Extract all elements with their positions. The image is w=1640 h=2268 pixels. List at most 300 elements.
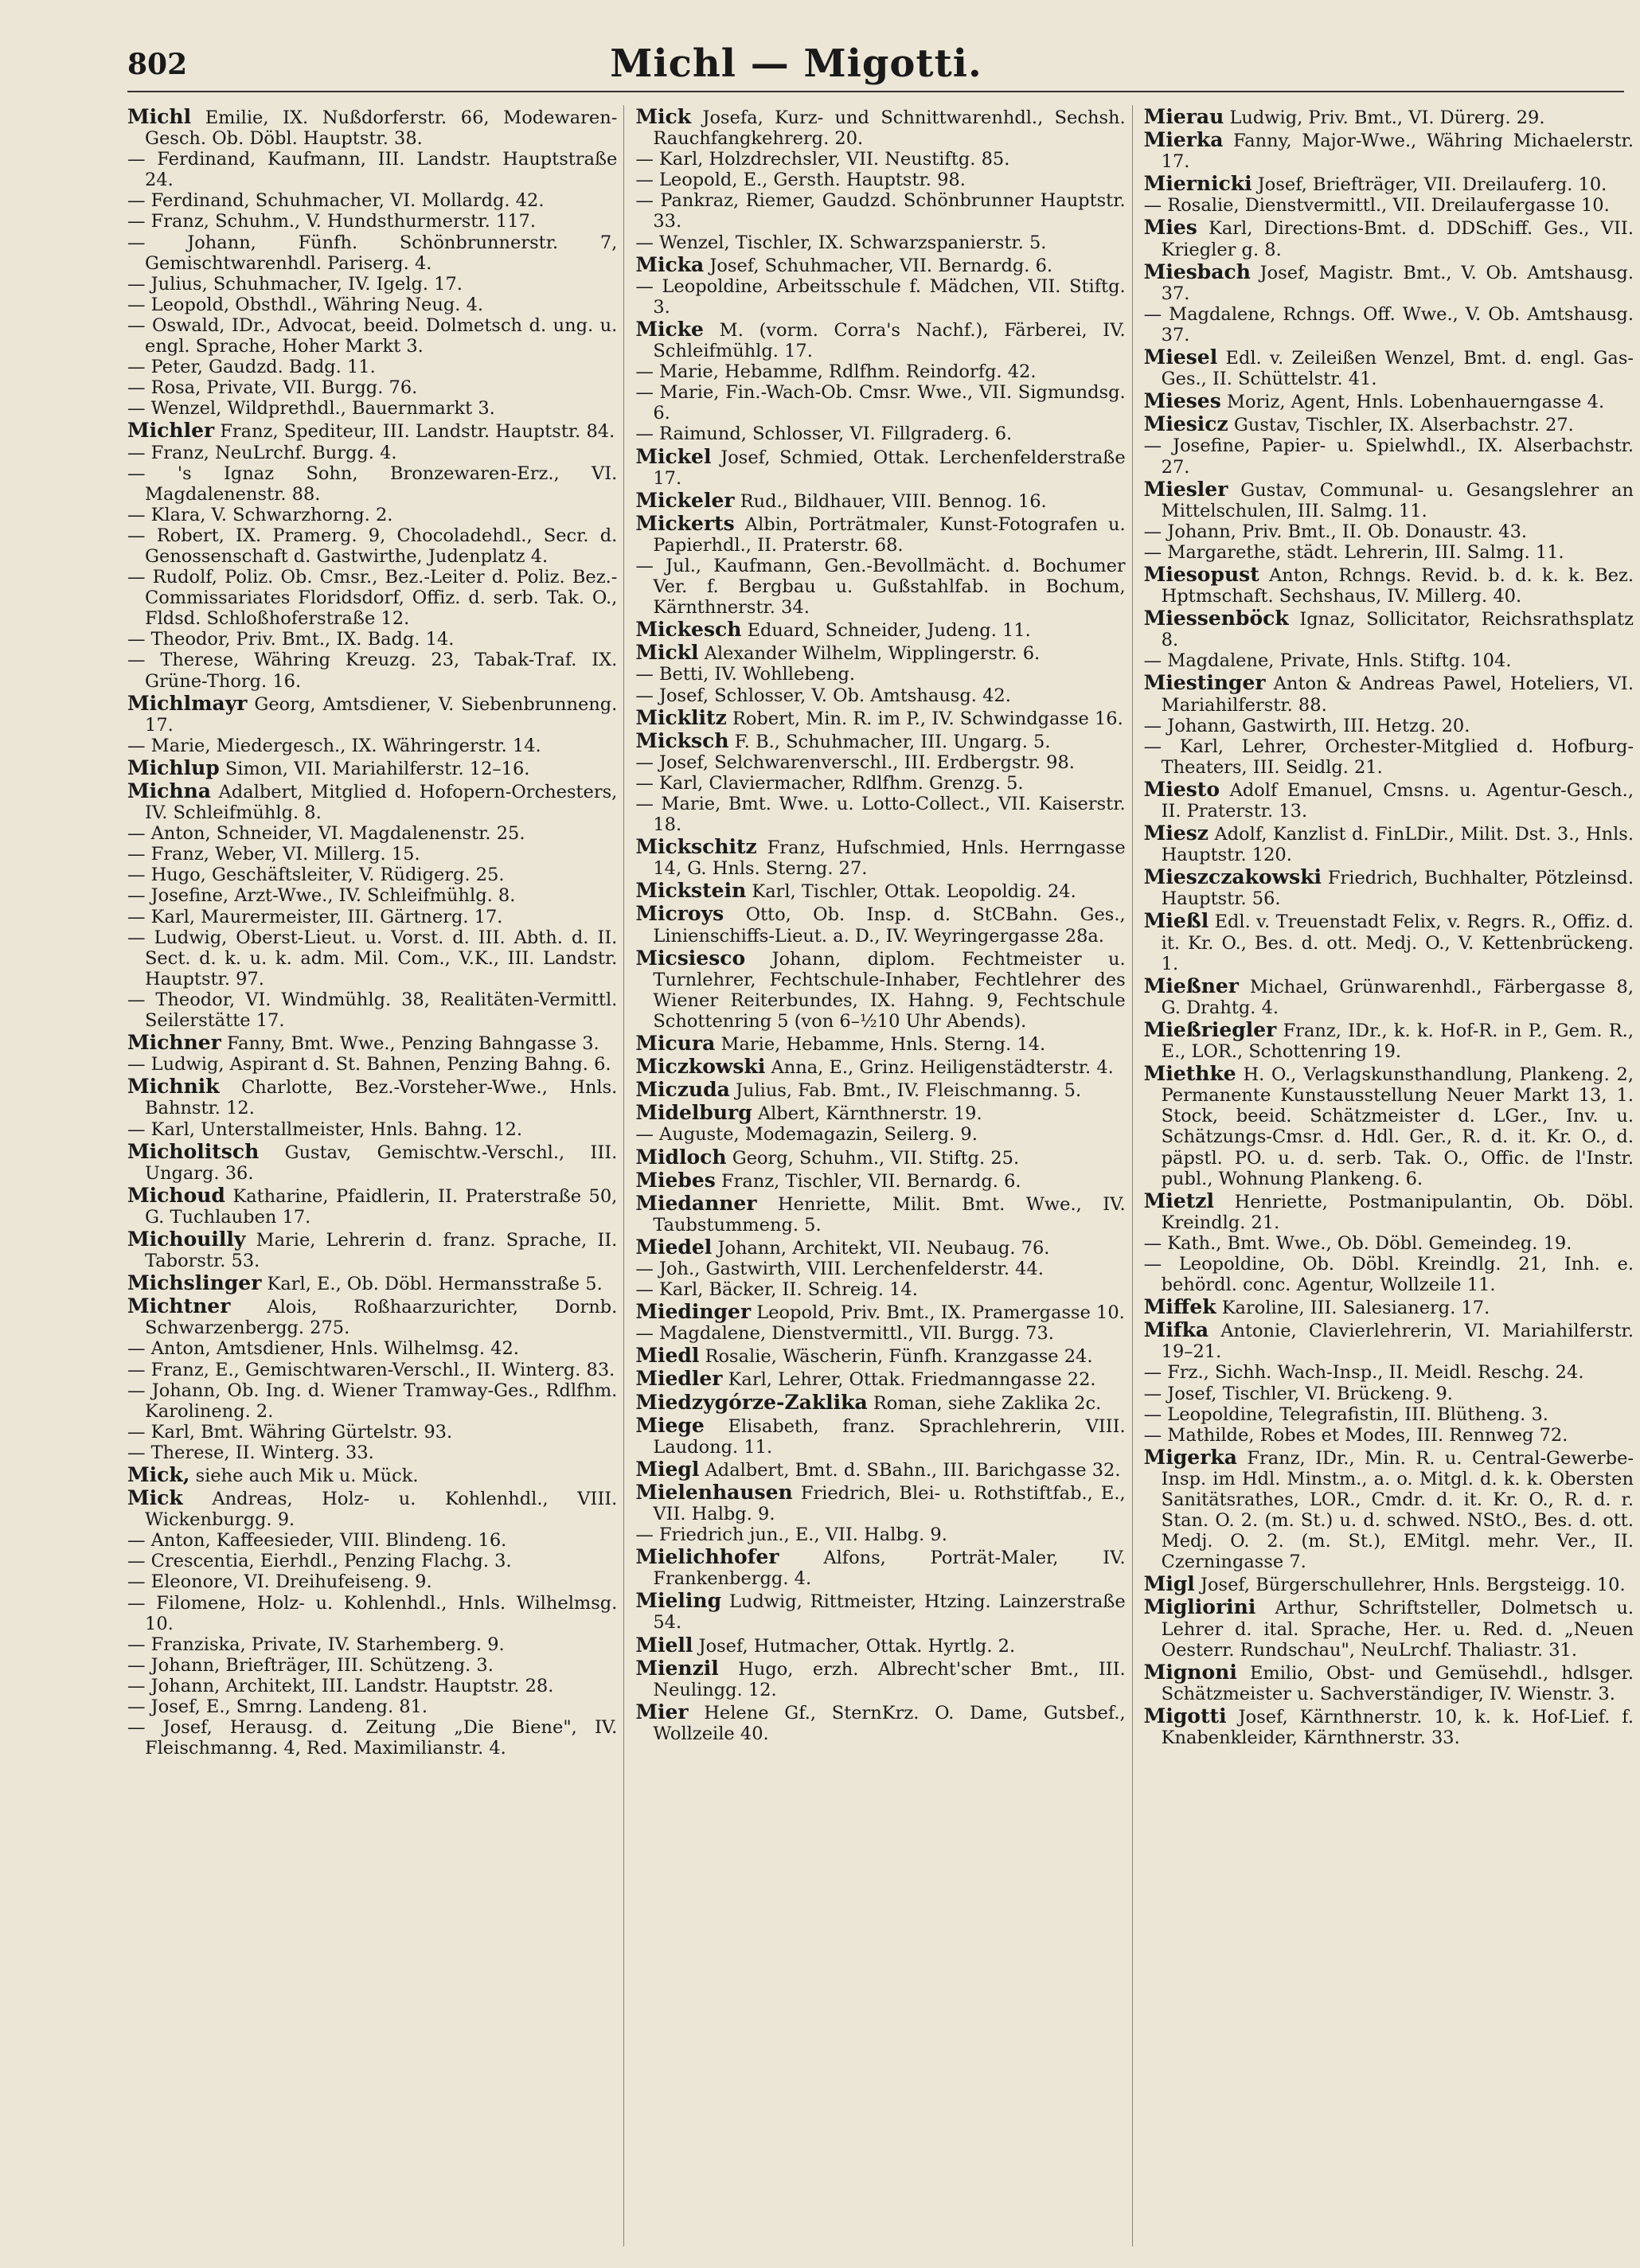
directory-entry	[1144, 1661, 1634, 1704]
entry-surname: Michoud	[127, 1183, 225, 1207]
entry-details: Robert, Min. R. im P., IV. Schwindgasse 16.	[732, 708, 1123, 729]
directory-entry	[635, 1391, 1125, 1414]
directory-entry	[127, 1380, 617, 1422]
entry-surname: Mickerts	[635, 511, 735, 535]
entry-surname: Mickl	[635, 641, 699, 665]
directory-entry	[1144, 778, 1634, 822]
entry-details: Simon, VII. Mariahilferstr. 12–16.	[225, 758, 530, 779]
entry-details: Franz, Hufschmied, Hnls. Herrngasse 14, G. Hnls. Sterng. 27.	[653, 837, 1126, 880]
entry-details: — Josefine, Papier- u. Spielwhdl., IX. Alserbachstr. 27.	[1143, 435, 1634, 478]
entry-surname: Mießriegler	[1143, 1017, 1277, 1041]
entry-surname: Mies	[1143, 216, 1197, 240]
entry-details: Franz, IDr., k. k. Hof-R. in P., Gem. R., E., LOR., Schottenring 19.	[1161, 1020, 1634, 1063]
entry-details: Albert, Kärnthnerstr. 19.	[757, 1103, 982, 1125]
entry-details: Gustav, Gemischtw.-Verschl., III. Ungarg. 36.	[145, 1142, 618, 1184]
entry-details: Roman, siehe Zaklika 2c.	[873, 1392, 1102, 1414]
entry-surname: Miesz	[1143, 822, 1209, 845]
directory-entry	[635, 879, 1125, 902]
entry-details: — Betti, IV. Wohllebeng.	[635, 664, 856, 685]
directory-entry	[635, 794, 1125, 835]
entry-details: Alois, Roßhaarzurichter, Dornb. Schwarzenbergg. 275.	[145, 1297, 618, 1339]
entry-details: — Marie, Fin.-Wach-Ob. Cmsr. Wwe., VII. Sigmundsg. 6.	[635, 382, 1126, 424]
entry-surname: Miedel	[635, 1235, 713, 1259]
directory-entry	[127, 398, 617, 419]
directory-entry	[1144, 650, 1634, 671]
entry-details: — Franziska, Private, IV. Starhemberg. 9.	[127, 1634, 505, 1655]
entry-surname: Miestinger	[1143, 671, 1266, 695]
entry-surname: Michlmayr	[127, 691, 248, 715]
entry-details: Adolf Emanuel, Cmsns. u. Agentur-Gesch., II. Praterstr. 13.	[1161, 779, 1634, 822]
directory-entry	[1144, 1384, 1634, 1404]
directory-entry	[1144, 435, 1634, 477]
directory-entry	[127, 650, 617, 691]
entry-details: F. B., Schuhmacher, III. Ungarg. 5.	[734, 731, 1051, 752]
entry-details: — Oswald, IDr., Advocat, beeid. Dolmetsch d. ung. u. engl. Sprache, Hoher Markt 3.	[127, 314, 618, 357]
entry-details: Albin, Porträtmaler, Kunst-Fotografen u. Papierhdl., II. Praterstr. 68.	[653, 513, 1126, 556]
entry-details: — Julius, Schuhmacher, IV. Igelg. 17.	[127, 273, 463, 295]
directory-entry	[127, 1031, 617, 1054]
directory-entry	[127, 105, 617, 149]
entry-details: — Therese, Währing Kreuzg. 23, Tabak-Traf. IX. Grüne-Thorg. 16.	[127, 650, 618, 692]
entry-surname: Miedler	[635, 1367, 723, 1391]
entry-surname: Mickel	[635, 444, 712, 468]
directory-entry	[635, 276, 1125, 318]
entry-surname: Micura	[635, 1032, 716, 1056]
directory-entry	[635, 773, 1125, 794]
entry-details: Josef, Schmied, Ottak. Lerchenfelderstraße 17.	[653, 447, 1126, 489]
entry-details: Hugo, erzh. Albrecht'scher Bmt., III. Neulingg. 12.	[653, 1658, 1126, 1700]
entry-details: Alfons, Porträt-Maler, IV. Frankenbergg. 4.	[653, 1548, 1126, 1590]
entry-surname: Mick	[127, 1486, 183, 1510]
directory-entry	[127, 1634, 617, 1655]
directory-entry	[1144, 542, 1634, 563]
directory-entry	[127, 1463, 617, 1486]
directory-entry	[1144, 1704, 1634, 1748]
entry-details: — Rudolf, Poliz. Ob. Cmsr., Bez.-Leiter d. Poliz. Bez.-Commissariates Floridsdorf, Offiz. d. serb. Tak. O., Fldsd. Schloßhoferstraße 12.	[127, 567, 618, 630]
directory-entry	[1144, 1189, 1634, 1233]
entry-surname: Micksch	[635, 728, 729, 752]
directory-entry	[127, 1551, 617, 1571]
entry-details: Adalbert, Mitglied d. Hofopern-Orchesters, IV. Schleifmühlg. 8.	[145, 782, 618, 824]
directory-entry	[1144, 128, 1634, 172]
entry-surname: Mignoni	[1143, 1660, 1237, 1684]
directory-entry	[635, 1032, 1125, 1055]
directory-entry	[127, 419, 617, 442]
entry-details: — Karl, Bmt. Währing Gürtelstr. 93.	[127, 1421, 453, 1442]
directory-entry	[127, 629, 617, 650]
entry-details: Gustav, Tischler, IX. Alserbachstr. 27.	[1233, 415, 1574, 436]
directory-entry	[1144, 304, 1634, 345]
directory-entry	[635, 1259, 1125, 1279]
entry-details: — Raimund, Schlosser, VI. Fillgraderg. 6.	[635, 424, 1013, 445]
entry-details: Henriette, Postmanipulantin, Ob. Döbl. Kreindlg. 21.	[1161, 1191, 1634, 1233]
entry-surname: Michl	[127, 105, 192, 128]
directory-entry	[635, 1414, 1125, 1458]
directory-entry	[127, 149, 617, 190]
entry-surname: Miesto	[1143, 777, 1220, 801]
directory-entry	[127, 1119, 617, 1140]
page-number: 802	[127, 48, 188, 81]
entry-details: — Leopold, Obsthdl., Währing Neug. 4.	[127, 294, 484, 315]
directory-entry	[635, 190, 1125, 232]
entry-surname: Miczkowski	[635, 1055, 766, 1079]
directory-entry	[127, 1184, 617, 1228]
entry-details: — Marie, Hebamme, Rdlfhm. Reindorfg. 42.	[635, 361, 1037, 383]
directory-entry	[635, 902, 1125, 946]
entry-details: — Magdalene, Dienstvermittl., VII. Burgg. 73.	[635, 1323, 1054, 1345]
entry-details: Moriz, Agent, Hnls. Lobenhauerngasse 4.	[1226, 392, 1605, 413]
directory-entry	[1144, 563, 1634, 607]
entry-details: — Josefine, Arzt-Wwe., IV. Schleifmühlg. 8.	[127, 885, 516, 907]
entry-details: — Karl, Claviermacher, Rdlfhm. Grenzg. 5.	[635, 772, 1024, 794]
directory-entry	[635, 1146, 1125, 1169]
directory-entry	[127, 274, 617, 295]
directory-entry	[635, 947, 1125, 1032]
entry-details: — Josef, E., Smrng. Landeng. 81.	[127, 1696, 428, 1718]
entry-surname: Mießl	[1143, 909, 1209, 933]
entry-details: Otto, Ob. Insp. d. StCBahn. Ges., Linienschiffs-Lieut. a. D., IV. Weyringergasse 28a.	[653, 904, 1126, 947]
entry-surname: Mieling	[635, 1589, 722, 1613]
directory-entry	[635, 1700, 1125, 1744]
entry-surname: Mifka	[1143, 1318, 1209, 1342]
entry-details: Franz, IDr., Min. R. u. Central-Gewerbe-Insp. im Hdl. Minstm., a. o. Mitgl. d. k. k. Obersten Sanitätsrathes, LOR., Cmdr. d. it. Kr. O., R. d. r. Stan. O. 2. (m. St.) u. d. schwed. NStO., Bes. d. ott. Medj. O. 2. (m. St.), EMitgl. mehr. Ver., II. Czerningasse 7.	[1161, 1447, 1634, 1573]
entry-surname: Miedanner	[635, 1191, 757, 1215]
directory-entry	[635, 556, 1125, 618]
directory-entry	[127, 1571, 617, 1592]
directory-entry	[1144, 1425, 1634, 1446]
directory-entry	[127, 1486, 617, 1530]
directory-entry	[635, 1458, 1125, 1481]
entry-surname: Miffek	[1143, 1295, 1216, 1319]
entry-surname: Mier	[635, 1700, 689, 1723]
entry-details: Marie, Lehrerin d. franz. Sprache, II. Taborstr. 53.	[145, 1229, 618, 1272]
entry-details: — Franz, Weber, VI. Millerg. 15.	[127, 844, 420, 865]
entry-details: Rosalie, Wäscherin, Fünfh. Kranzgasse 24.	[705, 1346, 1093, 1368]
entry-details: Emilio, Obst- und Gemüsehdl., hdlsger. Schätzmeister u. Sachverständiger, IV. Wienstr. 3.	[1161, 1662, 1634, 1704]
directory-entry	[127, 927, 617, 990]
entry-details: Emilie, IX. Nußdorferstr. 66, Modewaren-Gesch. Ob. Döbl. Hauptstr. 38.	[145, 107, 618, 150]
directory-entry	[127, 907, 617, 927]
directory-entry	[1144, 1446, 1634, 1573]
directory-entry	[1144, 822, 1634, 865]
entry-details: — Therese, II. Winterg. 33.	[127, 1442, 374, 1463]
entry-details: Johann, Architekt, VII. Neubaug. 76.	[717, 1237, 1050, 1259]
entry-surname: Migotti	[1143, 1704, 1227, 1727]
directory-entry	[1144, 736, 1634, 778]
entry-surname: Miczuda	[635, 1078, 730, 1102]
entry-details: — Josef, Tischler, VI. Brückeng. 9.	[1143, 1383, 1453, 1404]
entry-details: Charlotte, Bez.-Vorsteher-Wwe., Hnls. Bahnstr. 12.	[145, 1077, 618, 1119]
entry-surname: Michnik	[127, 1075, 220, 1099]
entry-surname: Miedinger	[635, 1300, 752, 1324]
entry-details: — Josef, Selchwarenverschl., III. Erdbergstr. 98.	[635, 751, 1075, 773]
entry-details: — Karl, Holzdrechsler, VII. Neustiftg. 85.	[635, 149, 1010, 170]
directory-entry	[127, 844, 617, 865]
entry-details: — Ludwig, Aspirant d. St. Bahnen, Penzing Bahng. 6.	[127, 1054, 611, 1075]
directory-entry	[127, 1676, 617, 1696]
directory-entry	[1144, 1254, 1634, 1295]
entry-details: — Klara, V. Schwarzhorng. 2.	[127, 504, 393, 525]
directory-entry	[1144, 909, 1634, 974]
directory-entry	[127, 377, 617, 398]
directory-entry	[635, 489, 1125, 512]
entry-details: Fanny, Major-Wwe., Währing Michaelerstr. 17.	[1161, 131, 1634, 173]
directory-entry	[1144, 671, 1634, 715]
entry-details: Ludwig, Priv. Bmt., VI. Dürerg. 29.	[1229, 107, 1545, 128]
entry-details: Johann, diplom. Fechtmeister u. Turnlehrer, Fechtschule-Inhaber, Fechtlehrer des Wiener Reiterbundes, IX. Hahng. 9, Fechtschule Schottenring 5 (von 6–½10 Uhr Abends).	[653, 948, 1126, 1032]
entry-details: Friedrich, Buchhalter, Pötzleinsd. Hauptstr. 56.	[1161, 868, 1634, 910]
entry-details: — Filomene, Holz- u. Kohlenhdl., Hnls. Wilhelmsg. 10.	[127, 1592, 618, 1634]
directory-entry	[635, 253, 1125, 276]
entry-details: — Theodor, Priv. Bmt., IX. Badg. 14.	[127, 629, 455, 650]
directory-entry	[127, 505, 617, 525]
entry-details: Karl, Lehrer, Ottak. Friedmanngasse 22.	[728, 1369, 1096, 1391]
entry-surname: Mießner	[1143, 974, 1239, 997]
entry-details: — Rosalie, Dienstvermittl., VII. Dreilaufergasse 10.	[1143, 195, 1610, 217]
directory-entry	[127, 1140, 617, 1184]
directory-entry	[635, 1192, 1125, 1235]
entry-surname: Mickstein	[635, 879, 747, 903]
directory-entry	[127, 1717, 617, 1759]
entry-surname: Microys	[635, 902, 724, 926]
directory-entry	[635, 1657, 1125, 1700]
directory-entry	[127, 823, 617, 844]
directory-entry	[635, 1055, 1125, 1078]
entry-surname: Miesopust	[1143, 562, 1259, 586]
directory-entry	[635, 361, 1125, 382]
entry-surname: Micke	[635, 317, 704, 341]
entry-details: — Karl, Maurermeister, III. Gärtnerg. 17.	[127, 906, 503, 927]
entry-details: — Johann, Briefträger, III. Schützeng. 3.	[127, 1654, 494, 1676]
entry-surname: Mickschitz	[635, 835, 757, 859]
directory-entry	[635, 835, 1125, 879]
entry-details: Ignaz, Sollicitator, Reichsrathsplatz 8.	[1161, 609, 1634, 651]
entry-details: Adalbert, Bmt. d. SBahn., III. Barichgasse 32.	[705, 1459, 1121, 1481]
entry-details: Karl, Directions-Bmt. d. DDSchiff. Ges., VII. Kriegler g. 8.	[1161, 218, 1634, 260]
entry-details: Eduard, Schneider, Judeng. 11.	[747, 620, 1031, 642]
directory-entry	[1144, 1595, 1634, 1660]
directory-entry	[1144, 1362, 1634, 1383]
directory-entry	[127, 865, 617, 885]
entry-surname: Michlup	[127, 755, 220, 779]
entry-details: Henriette, Milit. Bmt. Wwe., IV. Taubstummeng. 5.	[653, 1193, 1126, 1235]
entry-details: Josef, Briefträger, VII. Dreilauferg. 10.	[1257, 174, 1607, 196]
directory-entry	[635, 105, 1125, 149]
directory-entry	[127, 1530, 617, 1551]
entry-details: siehe auch Mik u. Mück.	[195, 1466, 419, 1486]
entry-details: M. (vorm. Corra's Nachf.), Färberei, IV. Schleifmühlg. 17.	[653, 319, 1126, 362]
directory-entry	[127, 1593, 617, 1634]
directory-entry	[635, 512, 1125, 556]
entry-surname: Micka	[635, 252, 705, 276]
running-head: Michl — Migotti.	[610, 41, 982, 86]
directory-entry	[635, 641, 1125, 664]
directory-entry	[127, 1696, 617, 1717]
directory-entry	[635, 664, 1125, 685]
entry-details: Friedrich, Blei- u. Rothstiftfab., E., VII. Halbg. 9.	[653, 1482, 1126, 1524]
directory-entry	[127, 779, 617, 823]
entry-surname: Michslinger	[127, 1271, 262, 1295]
directory-entry	[635, 752, 1125, 773]
entry-details: — Josef, Schlosser, V. Ob. Amtshausg. 42.	[635, 685, 1011, 706]
directory-entry	[1144, 1572, 1634, 1595]
entry-details: Michael, Grünwarenhdl., Färbergasse 8, G. Drahtg. 4.	[1161, 976, 1634, 1018]
entry-details: — Hugo, Geschäftsleiter, V. Rüdigerg. 25.	[127, 865, 505, 886]
entry-details: Ludwig, Rittmeister, Htzing. Lainzerstraße 54.	[653, 1591, 1126, 1634]
entry-surname: Midelburg	[635, 1101, 752, 1125]
directory-entry	[127, 443, 617, 463]
entry-details: Fanny, Bmt. Wwe., Penzing Bahngasse 3.	[226, 1033, 599, 1055]
entry-details: Franz, Tischler, VII. Bernardg. 6.	[721, 1170, 1021, 1192]
directory-entry	[635, 382, 1125, 424]
entry-details: — Ferdinand, Kaufmann, III. Landstr. Hauptstraße 24.	[127, 149, 618, 191]
directory-entry	[1144, 1318, 1634, 1362]
directory-entry	[1144, 260, 1634, 304]
directory-entry	[1144, 974, 1634, 1018]
directory-entry	[127, 232, 617, 274]
directory-entry	[127, 1271, 617, 1294]
entry-surname: Miethke	[1143, 1062, 1236, 1086]
entry-details: Marie, Hebamme, Hnls. Sterng. 14.	[720, 1034, 1046, 1056]
directory-entry	[635, 1279, 1125, 1300]
entry-surname: Migliorini	[1143, 1595, 1256, 1619]
entry-details: — Pankraz, Riemer, Gaudzd. Schönbrunner Hauptstr. 33.	[635, 190, 1126, 232]
entry-surname: Miernicki	[1143, 172, 1252, 196]
directory-entry	[127, 736, 617, 756]
directory-entry	[635, 706, 1125, 729]
entry-details: — Leopoldine, Telegrafistin, III. Blütheng. 3.	[1143, 1403, 1548, 1425]
entry-details: Arthur, Schriftsteller, Dolmetsch u. Lehrer d. ital. Sprache, Her. u. Red. d. „Neuen Oesterr. Rundschau", NeuLrchf. Thaliastr. 31.	[1161, 1598, 1634, 1661]
entry-surname: Mielichhofer	[635, 1545, 779, 1569]
directory-entry	[635, 232, 1125, 253]
entry-details: Josef, Schuhmacher, VII. Bernardg. 6.	[709, 255, 1053, 276]
directory-entry	[1144, 716, 1634, 736]
entry-details: — Johann, Fünfh. Schönbrunnerstr. 7, Gemischtwarenhdl. Pariserg. 4.	[127, 232, 618, 274]
directory-entry	[1144, 216, 1634, 260]
entry-surname: Mick	[635, 105, 692, 128]
entry-details: — Kath., Bmt. Wwe., Ob. Döbl. Gemeindeg. 19.	[1143, 1232, 1572, 1254]
entry-surname: Michner	[127, 1031, 221, 1055]
entry-surname: Migl	[1143, 1572, 1195, 1596]
directory-entry	[127, 211, 617, 232]
entry-details: — Magdalene, Rchngs. Off. Wwe., V. Ob. Amtshausg. 37.	[1143, 303, 1634, 345]
entry-surname: Migerka	[1143, 1445, 1237, 1469]
entry-details: — Franz, E., Gemischtwaren-Verschl., II. Winterg. 83.	[127, 1359, 615, 1380]
directory-entry	[635, 318, 1125, 361]
column-middle	[635, 105, 1132, 2247]
directory-entry	[127, 357, 617, 377]
entry-surname: Michna	[127, 779, 211, 802]
entry-details: — Josef, Herausg. d. Zeitung „Die Biene", IV. Fleischmanng. 4, Red. Maximilianstr. 4.	[127, 1717, 618, 1759]
directory-entry	[1144, 1018, 1634, 1062]
entry-details: Andreas, Holz- u. Kohlenhdl., VIII. Wickenburgg. 9.	[145, 1489, 618, 1531]
column-right	[1144, 105, 1640, 2247]
entry-details: Elisabeth, franz. Sprachlehrerin, VIII. Laudong. 11.	[653, 1415, 1126, 1458]
directory-entry	[127, 1294, 617, 1338]
entry-surname: Miegl	[635, 1457, 700, 1481]
directory-entry	[635, 729, 1125, 752]
entry-details: — Auguste, Modemagazin, Seilerg. 9.	[635, 1124, 978, 1146]
directory-entry	[635, 445, 1125, 489]
entry-details: Josef, Hutmacher, Ottak. Hyrtlg. 2.	[698, 1635, 1016, 1657]
directory-entry	[127, 463, 617, 505]
entry-details: Gustav, Communal- u. Gesangslehrer an Mittelschulen, III. Salmg. 11.	[1161, 479, 1634, 521]
entry-details: — Mathilde, Robes et Modes, III. Rennweg 72.	[1143, 1424, 1568, 1446]
directory-entry	[127, 295, 617, 315]
directory-entry	[635, 1323, 1125, 1344]
entry-surname: Michouilly	[127, 1227, 246, 1251]
directory-entry	[127, 190, 617, 211]
entry-details: Edl. v. Zeileißen Wenzel, Bmt. d. engl. Gas-Ges., II. Schüttelstr. 41.	[1161, 348, 1634, 390]
entry-details: Alexander Wilhelm, Wipplingerstr. 6.	[704, 643, 1041, 665]
directory-entry	[1144, 478, 1634, 521]
directory-entry	[1144, 1295, 1634, 1318]
directory-entry	[1144, 1404, 1634, 1425]
directory-entry	[127, 692, 617, 736]
entry-details: Georg, Schuhm., VII. Stiftg. 25.	[732, 1147, 1020, 1169]
entry-details: — Marie, Bmt. Wwe. u. Lotto-Collect., VII. Kaiserstr. 18.	[635, 794, 1126, 836]
entry-details: — Leopold, E., Gersth. Hauptstr. 98.	[635, 170, 966, 191]
entry-details: Karoline, III. Salesianerg. 17.	[1221, 1298, 1490, 1319]
entry-details: Adolf, Kanzlist d. FinLDir., Milit. Dst. 3., Hnls. Hauptstr. 120.	[1161, 824, 1634, 866]
entry-details: — Frz., Sichh. Wach-Insp., II. Meidl. Reschg. 24.	[1143, 1362, 1584, 1384]
directory-entry	[635, 1124, 1125, 1145]
entry-details: Antonie, Clavierlehrerin, VI. Mariahilferstr. 19–21.	[1161, 1321, 1634, 1363]
directory-entry	[635, 1344, 1125, 1367]
directory-entry	[127, 1075, 617, 1118]
entry-details: — Rosa, Private, VII. Burgg. 76.	[127, 377, 418, 399]
entry-details: Anna, E., Grinz. Heiligenstädterstr. 4.	[771, 1057, 1114, 1079]
entry-surname: Mickeler	[635, 488, 735, 512]
entry-details: — Wenzel, Tischler, IX. Schwarzspanierstr. 5.	[635, 232, 1047, 253]
directory-entry	[635, 1481, 1125, 1524]
directory-columns	[127, 105, 1640, 2247]
directory-entry	[1144, 412, 1634, 435]
page-header	[0, 0, 1592, 96]
directory-entry	[1144, 1233, 1634, 1254]
entry-surname: Mieses	[1143, 389, 1221, 413]
directory-entry	[127, 1228, 617, 1271]
directory-entry	[127, 315, 617, 357]
entry-surname: Miedzygórze-Zaklika	[635, 1390, 868, 1414]
entry-details: Josef, Kärnthnerstr. 10, k. k. Hof-Lief. f. Knabenkleider, Kärnthnerstr. 33.	[1161, 1706, 1634, 1749]
entry-details: — Johann, Priv. Bmt., II. Ob. Donaustr. 43.	[1143, 521, 1528, 542]
entry-details: — Joh., Gastwirth, VIII. Lerchenfelderstr. 44.	[635, 1258, 1044, 1279]
entry-details: — Anton, Amtsdiener, Hnls. Wilhelmsg. 42.	[127, 1338, 519, 1360]
directory-entry	[127, 990, 617, 1031]
entry-details: Josef, Magistr. Bmt., V. Ob. Amtshausg. 37.	[1161, 262, 1634, 304]
entry-details: Rud., Bildhauer, VIII. Bennog. 16.	[740, 490, 1047, 512]
entry-details: — Peter, Gaudzd. Badg. 11.	[127, 357, 376, 378]
entry-details: — Anton, Kaffeesieder, VIII. Blindeng. 16.	[127, 1530, 507, 1552]
header-rule	[127, 91, 1624, 92]
entry-surname: Mieszczakowski	[1143, 865, 1322, 889]
entry-surname: Mielenhausen	[635, 1480, 793, 1504]
directory-entry	[127, 756, 617, 779]
directory-entry	[127, 885, 617, 906]
entry-details: — Karl, Bäcker, II. Schreig. 14.	[635, 1279, 918, 1301]
entry-details: Katharine, Pfaidlerin, II. Praterstraße 50, G. Tuchlauben 17.	[145, 1185, 618, 1228]
directory-entry	[635, 1300, 1125, 1323]
entry-details: Karl, Tischler, Ottak. Leopoldig. 24.	[752, 881, 1076, 903]
entry-surname: Mierka	[1143, 128, 1224, 152]
directory-entry	[635, 1101, 1125, 1124]
entry-details: Leopold, Priv. Bmt., IX. Pramergasse 10.	[756, 1302, 1125, 1324]
entry-details: — Leopoldine, Ob. Döbl. Kreindlg. 21, Inh. e. behördl. conc. Agentur, Wollzeile 11.	[1143, 1253, 1634, 1296]
entry-surname: Miege	[635, 1413, 705, 1437]
entry-details: Anton & Andreas Pawel, Hoteliers, VI. Mariahilferstr. 88.	[1161, 673, 1634, 716]
entry-surname: Midloch	[635, 1145, 727, 1169]
